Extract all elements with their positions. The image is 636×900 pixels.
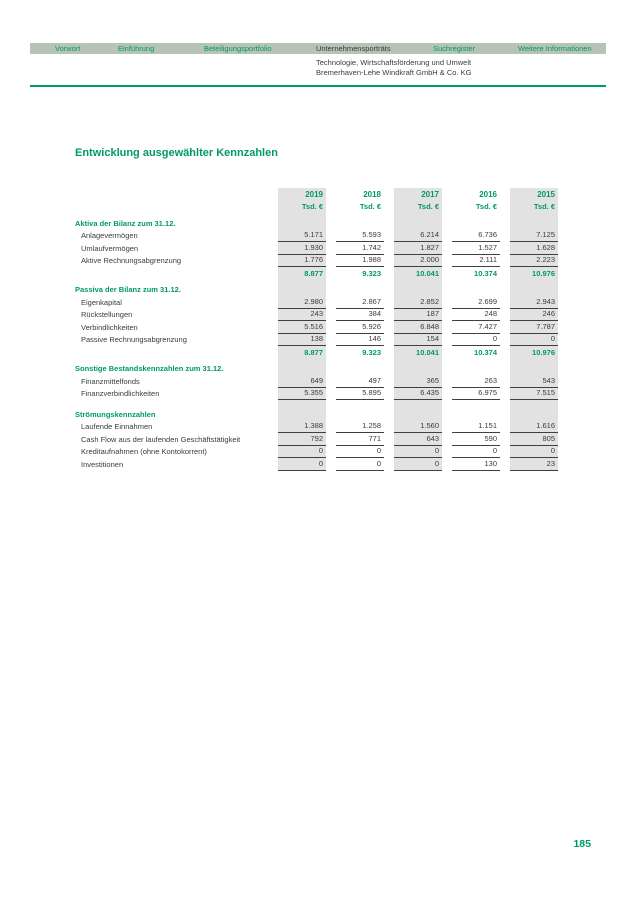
value-cell: 6.736 [452,230,500,243]
section-title: Aktiva der Bilanz zum 31.12. [75,218,176,228]
empty-cell [510,217,558,230]
value-cell: 1.258 [336,421,384,434]
spacer [278,400,326,408]
row-label: Anlagevermögen [81,231,138,240]
nav-item-beteiligungsportfolio[interactable]: Beteiligungsportfolio [204,44,272,53]
value-cell: 2.867 [336,296,384,309]
value-cell: 771 [336,433,384,446]
empty-cell [510,363,558,376]
value-cell: 2.111 [452,255,500,268]
nav-item-vorwort[interactable]: Vorwort [55,44,81,53]
row-label: Laufende Einnahmen [81,422,153,431]
year-header: 2017 [394,188,442,201]
value-cell: 7.427 [452,321,500,334]
value-cell: 649 [278,375,326,388]
value-cell: 384 [336,309,384,322]
empty-cell [336,363,384,376]
total-cell: 10.374 [474,347,497,357]
value-cell: 365 [394,375,442,388]
value-cell: 643 [394,433,442,446]
value-cell: 23 [510,458,558,471]
total-cell: 8.877 [278,267,326,280]
value-cell: 187 [394,309,442,322]
section-title: Sonstige Bestandskennzahlen zum 31.12. [75,364,224,373]
value-cell: 243 [278,309,326,322]
total-cell: 8.877 [278,346,326,359]
total-cell: 10.041 [394,267,442,280]
value-cell: 2.852 [394,296,442,309]
total-cell: 9.323 [362,268,381,278]
value-cell: 0 [394,458,442,471]
row-label: Cash Flow aus der laufenden Geschäftstätigkeit [81,434,241,444]
value-cell: 5.171 [278,230,326,243]
value-cell: 1.742 [336,242,384,255]
empty-cell [452,363,500,376]
empty-cell [452,284,500,297]
table-corner [75,188,268,201]
total-label [75,267,268,280]
row-label: Kreditaufnahmen (ohne Kontokorrent) [81,447,207,456]
value-cell: 5.926 [336,321,384,334]
empty-cell [336,284,384,297]
empty-cell [394,284,442,297]
total-label [75,346,268,359]
row-label: Aktive Rechnungsabgrenzung [81,256,182,265]
unit-label: Tsd. € [278,201,326,214]
value-cell: 7.125 [510,230,558,243]
total-cell: 9.323 [362,347,381,357]
value-cell: 2.699 [452,296,500,309]
empty-cell [278,217,326,230]
value-cell: 2.000 [394,255,442,268]
row-label: Rückstellungen [81,310,133,319]
value-cell: 2.223 [510,255,558,268]
total-cell: 10.976 [510,267,558,280]
value-cell: 1.616 [510,421,558,434]
value-cell: 5.895 [336,388,384,401]
value-cell: 146 [336,334,384,347]
empty-cell [394,363,442,376]
empty-cell [278,284,326,297]
value-cell: 1.827 [394,242,442,255]
divider-rule [30,85,606,87]
total-cell: 10.374 [474,268,497,278]
nav-item-weitere-informationen[interactable]: Weitere Informationen [518,44,592,53]
nav-item-unternehmensportraets[interactable]: Unternehmensporträts [316,44,391,53]
value-cell: 154 [394,334,442,347]
empty-cell [452,408,500,421]
context-block [316,58,471,78]
value-cell: 1.151 [452,421,500,434]
value-cell: 2.943 [510,296,558,309]
spacer [510,400,558,408]
empty-cell [394,408,442,421]
value-cell: 7.515 [510,388,558,401]
unit-label: Tsd. € [359,202,381,211]
value-cell: 590 [452,433,500,446]
page-number: 185 [573,838,591,850]
value-cell: 1.988 [336,255,384,268]
spacer [75,400,268,408]
unit-label: Tsd. € [394,201,442,214]
total-cell: 10.041 [394,346,442,359]
section-title: Passiva der Bilanz zum 31.12. [75,285,181,294]
value-cell: 6.214 [394,230,442,243]
value-cell: 5.355 [278,388,326,401]
value-cell: 1.930 [278,242,326,255]
context-line-1: Technologie, Wirtschaftsförderung und Umwelt [316,58,472,67]
nav-item-suchregister[interactable]: Suchregister [433,44,476,53]
year-header: 2016 [479,189,497,199]
value-cell: 0 [278,458,326,471]
section-title: Strömungskennzahlen [75,409,156,419]
empty-cell [278,408,326,421]
value-cell: 1.527 [452,242,500,255]
value-cell: 0 [510,334,558,347]
value-cell: 0 [278,446,326,459]
value-cell: 0 [336,446,384,459]
year-header: 2019 [278,188,326,201]
spacer [336,400,384,408]
value-cell: 5.516 [278,321,326,334]
empty-cell [336,408,384,421]
nav-item-einfuehrung[interactable]: Einführung [118,44,155,53]
value-cell: 543 [510,375,558,388]
value-cell: 0 [452,334,500,347]
value-cell: 0 [452,446,500,459]
year-header: 2018 [363,189,381,199]
value-cell: 263 [452,375,500,388]
row-label: Finanzverbindlichkeiten [81,389,160,398]
value-cell: 0 [394,446,442,459]
value-cell: 497 [336,375,384,388]
value-cell: 1.560 [394,421,442,434]
value-cell: 0 [510,446,558,459]
value-cell: 792 [278,433,326,446]
empty-cell [278,363,326,376]
unit-label: Tsd. € [475,202,497,211]
empty-cell [510,408,558,421]
empty-cell [336,217,384,230]
value-cell: 805 [510,433,558,446]
value-cell: 248 [452,309,500,322]
row-label: Passive Rechnungsabgrenzung [81,335,187,344]
total-cell: 10.976 [510,346,558,359]
row-label: Investitionen [81,459,124,469]
value-cell: 5.593 [336,230,384,243]
value-cell: 1.776 [278,255,326,268]
context-line-2: Bremerhaven-Lehe Windkraft GmbH & Co. KG [316,68,472,77]
value-cell: 6.435 [394,388,442,401]
row-label: Finanzmittelfonds [81,376,140,386]
row-label: Umlaufvermögen [81,243,139,253]
value-cell: 6.848 [394,321,442,334]
year-header: 2015 [510,188,558,201]
empty-cell [452,217,500,230]
top-navigation [30,43,606,54]
spacer [394,400,442,408]
value-cell: 246 [510,309,558,322]
value-cell: 1.628 [510,242,558,255]
value-cell: 2.980 [278,296,326,309]
empty-cell [394,217,442,230]
value-cell: 1.388 [278,421,326,434]
value-cell: 0 [336,458,384,471]
kennzahlen-table [75,188,558,471]
value-cell: 138 [278,334,326,347]
value-cell: 7.787 [510,321,558,334]
empty-cell [510,284,558,297]
value-cell: 130 [452,458,500,471]
row-label: Eigenkapital [81,297,122,307]
unit-corner [75,201,268,214]
value-cell: 6.975 [452,388,500,401]
page-title: Entwicklung ausgewählter Kennzahlen [75,147,278,159]
unit-label: Tsd. € [510,201,558,214]
row-label: Verbindlichkeiten [81,322,138,332]
spacer [452,400,500,408]
